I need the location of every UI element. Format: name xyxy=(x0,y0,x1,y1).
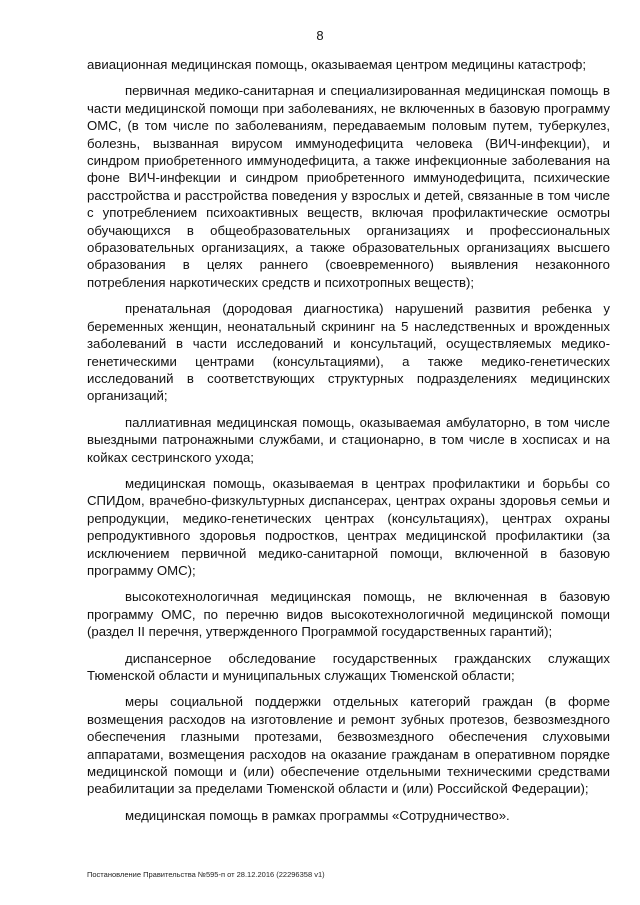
paragraph-palliative-care: паллиативная медицинская помощь, оказываемая амбулаторно, в том числе выездными патронажными службами, и стационарно, в том числе в хосписах и на койках сестринского ухода; xyxy=(87,414,610,465)
document-body xyxy=(87,56,610,833)
paragraph-air-ambulance: авиационная медицинская помощь, оказываемая центром медицины катастроф; xyxy=(87,57,587,72)
paragraph-prenatal-diagnostics: пренатальная (дородовая диагностика) нарушений развития ребенка у беременных женщин, неонатальный скрининг на 5 наследственных и врожденных заболеваний в части исследований и консультаций, осуществляемых медико-генетическими центрами (консультациями), а также медико-генетических исследований в соответствующих структурных подразделениях медицинских организаций; xyxy=(87,301,610,404)
document-footer: Постановление Правительства №595-п от 28.12.2016 (22296358 v1) xyxy=(87,870,325,879)
page-number: 8 xyxy=(316,28,324,43)
paragraph-high-tech-care: высокотехнологичная медицинская помощь, не включенная в базовую программу ОМС, по перечню видов высокотехнологичной медицинской помощи (раздел II перечня, утвержденного Программой государственных гарантий); xyxy=(87,589,610,640)
paragraph-primary-care: первичная медико-санитарная и специализированная медицинская помощь в части медицинской помощи при заболеваниях, не включенных в базовую программу ОМС, (в том числе по заболеваниям, передаваемым половым путем, туберкулез, болезнь, вызванная вирусом иммунодефицита человека (ВИЧ-инфекции), и синдром приобретенного иммунодефицита, а также инфекционные заболевания на фоне ВИЧ-инфекции и синдром приобретенного иммунодефицита, психические расстройства и расстройства поведения у взрослых и детей, связанные в том числе с употреблением психоактивных веществ, включая профилактические осмотры обучающихся в общеобразовательных организациях и профессиональных образовательных организациях, а также образовательных организациях высшего образования в целях раннего (своевременного) выявления незаконного потребления наркотических средств и психотропных веществ); xyxy=(87,83,610,290)
paragraph-social-support: меры социальной поддержки отдельных категорий граждан (в форме возмещения расходов на изготовление и ремонт зубных протезов, безвозмездного обеспечения глазными протезами, безвозмездного обеспечения слуховыми аппаратами, возмещения расходов на оказание гражданам в оперативном порядке медицинской помощи и (или) обеспечение отдельными техническими средствами реабилитации за пределами Тюменской области и (или) Российской Федерации); xyxy=(87,694,610,797)
paragraph-dispensary-examination: диспансерное обследование государственных гражданских служащих Тюменской области и муниципальных служащих Тюменской области; xyxy=(87,650,610,683)
paragraph-aids-centers: медицинская помощь, оказываемая в центрах профилактики и борьбы со СПИДом, врачебно-физкультурных диспансерах, центрах охраны здоровья семьи и репродукции, медико-генетических центрах (консультациях), центрах охраны репродуктивного здоровья подростков, центрах медицинской профилактики (за исключением первичной медико-санитарной помощи, включенной в базовую программу ОМС); xyxy=(87,475,610,578)
paragraph-cooperation-program: медицинская помощь в рамках программы «Сотрудничество». xyxy=(125,807,510,823)
